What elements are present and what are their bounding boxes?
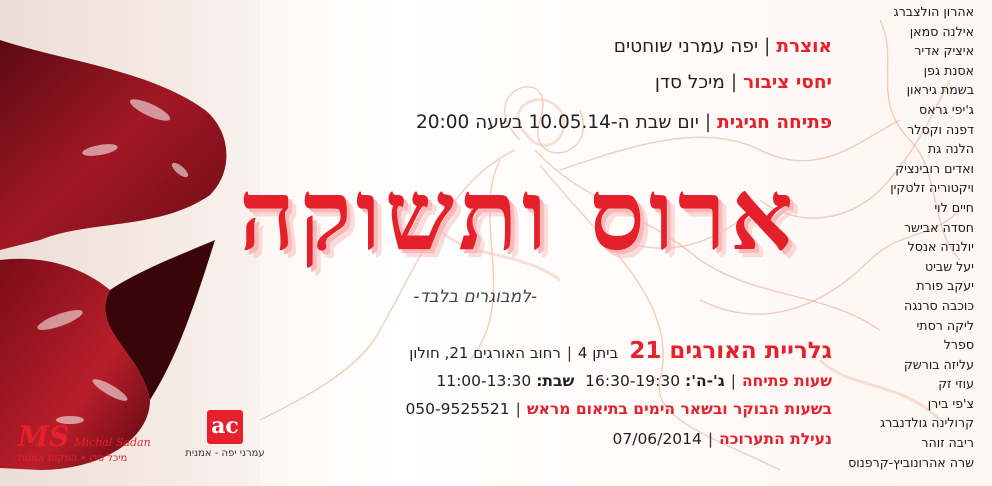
artist-name: אסנת גפן	[923, 62, 974, 78]
hours-label: שעות פתיחה	[741, 372, 832, 390]
address: רחוב האורגים 21, חולון	[409, 344, 561, 362]
pr-line: יחסי ציבור|מיכל סדן	[654, 72, 832, 93]
gallery-name: גלריית האורגים 21	[629, 338, 832, 364]
curator-line: אוצרת|יפה עמרני שוחטים	[613, 36, 832, 57]
artist-name: בשמת גיראון	[906, 82, 974, 98]
ac-tagline: עמרני יפה - אמנית	[185, 448, 265, 459]
artist-name: קרולינה גולדנברג	[880, 415, 974, 431]
building: ביתן 4	[577, 344, 619, 362]
artist-name: יעקב פורת	[916, 278, 974, 294]
artist-name: הלנה גת	[927, 141, 974, 157]
artist-name: אילנה סמאן	[909, 23, 974, 39]
artist-name: ספרל	[943, 337, 974, 353]
artist-name: אהרון הולצברג	[893, 4, 974, 19]
artist-name: עוזי זק	[938, 376, 974, 392]
artist-name: ואדים רובינציק	[895, 160, 974, 176]
weekday-label: ג'-ה':	[685, 372, 725, 390]
artist-name: חיים לוי	[934, 199, 974, 215]
artist-name: יולנדה אנסל	[907, 239, 974, 255]
ac-logo	[185, 410, 265, 459]
pr-label: יחסי ציבור	[743, 72, 832, 93]
saturday-label: שבת:	[536, 372, 575, 390]
artist-name: ג'יפי גראס	[918, 101, 974, 117]
closing-date: 07/06/2014	[612, 430, 702, 448]
artist-name: עליזה בורשק	[903, 356, 974, 372]
artist-name: ריבה זוהר	[921, 435, 974, 451]
saturday-hours: 11:00-13:30	[436, 372, 532, 390]
exhibition-subtitle: -למבוגרים בלבד-	[413, 287, 537, 307]
ms-tagline: מיכל סדן • הפקות אמנות	[18, 453, 128, 464]
artists-list	[848, 2, 974, 472]
hours-line: שעות פתיחה|ג'-ה': 16:30-19:30 שבת: 11:00-13:30	[436, 372, 832, 390]
artist-name: יעל שביט	[924, 258, 974, 274]
appointment-line: בשעות הבוקר ובשאר הימים בתיאום מראש|050-9525521	[405, 400, 832, 418]
ac-monogram: ac	[207, 410, 243, 444]
phone: 050-9525521	[405, 400, 510, 418]
pr-name: מיכל סדן	[654, 72, 725, 93]
venue-line: גלריית האורגים 21 ביתן 4|רחוב האורגים 21, חולון	[409, 338, 832, 364]
ms-monogram: MS	[18, 420, 70, 453]
opening-label: פתיחה חגיגית	[717, 112, 832, 133]
appointment-text: בשעות הבוקר ובשאר הימים בתיאום מראש	[526, 400, 832, 418]
ms-name: Michal Sadan	[74, 436, 151, 449]
artist-name: ויקטוריה זלטקין	[890, 180, 974, 196]
closing-label: נעילת התערוכה	[719, 430, 832, 448]
artist-name: כוכבה סרנגה	[903, 297, 974, 313]
artist-name: ליקה רסתי	[916, 317, 974, 333]
curator-name: יפה עמרני שוחטים	[613, 36, 759, 57]
curator-label: אוצרת	[776, 36, 832, 57]
artist-name: דפנה וקסלר	[907, 121, 974, 137]
opening-line: פתיחה חגיגית|יום שבת ה-10.05.14 בשעה 20:00	[415, 112, 832, 133]
artist-name: שרה אהרונוביץ-קרפנוס	[848, 454, 974, 470]
exhibition-title: ארוס ותשוקה	[238, 158, 797, 273]
artist-name: חסדה אבישר	[903, 219, 974, 235]
closing-line: נעילת התערוכה|07/06/2014	[612, 430, 832, 448]
opening-text: יום שבת ה-10.05.14 בשעה 20:00	[415, 112, 699, 133]
ms-logo	[18, 420, 168, 464]
artist-name: צ'פי בירן	[927, 395, 974, 411]
weekday-hours: 16:30-19:30	[585, 372, 681, 390]
artist-name: איציק אדיר	[914, 43, 974, 59]
